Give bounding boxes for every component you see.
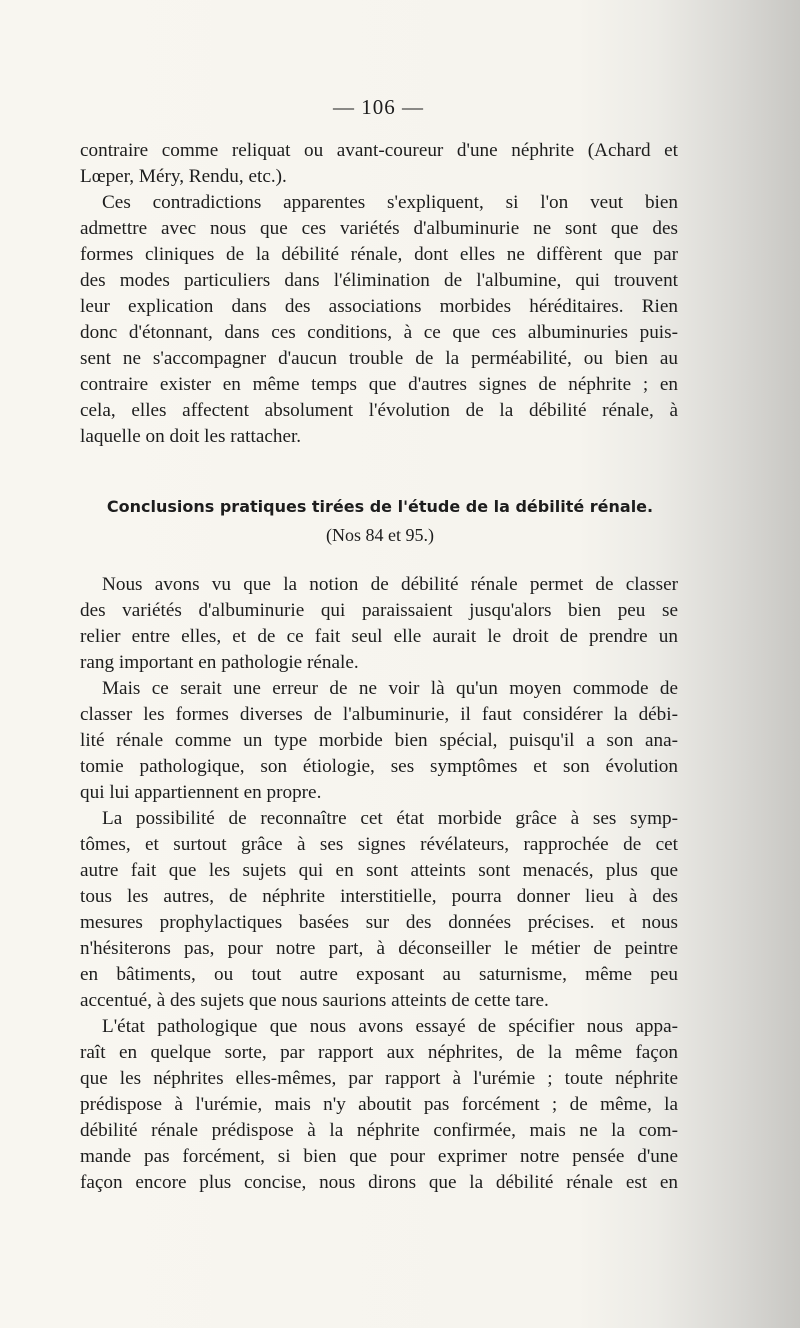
text-line: laquelle on doit les rattacher. bbox=[80, 426, 302, 447]
text-line: contraire exister en même temps que d'autres signes de néphrite ; en bbox=[80, 374, 678, 395]
text-line: Ces contradictions apparentes s'expliquent, si l'on veut bien bbox=[102, 192, 678, 213]
text-line: rang important en pathologie rénale. bbox=[80, 652, 359, 673]
text-line: cela, elles affectent absolument l'évolution de la débilité rénale, à bbox=[80, 400, 678, 421]
text-line: des modes particuliers dans l'élimination de l'albumine, qui trouvent bbox=[80, 270, 678, 291]
text-line: donc d'étonnant, dans ces conditions, à ce que ces albuminuries puis- bbox=[80, 322, 678, 343]
text-line: Lœper, Méry, Rendu, etc.). bbox=[80, 166, 287, 187]
text-line: sent ne s'accompagner d'aucun trouble de la perméabilité, ou bien au bbox=[80, 348, 678, 369]
text-line: lité rénale comme un type morbide bien spécial, puisqu'il a son ana- bbox=[80, 730, 678, 751]
text-line: que les néphrites elles-mêmes, par rapport à l'urémie ; toute néphrite bbox=[80, 1068, 678, 1089]
text-line: leur explication dans des associations morbides héréditaires. Rien bbox=[80, 296, 678, 317]
text-line: classer les formes diverses de l'albuminurie, il faut considérer la débi- bbox=[80, 704, 678, 725]
text-line: relier entre elles, et de ce fait seul elle aurait le droit de prendre un bbox=[80, 626, 678, 647]
text-line: L'état pathologique que nous avons essayé de spécifier nous appa- bbox=[102, 1016, 678, 1037]
text-line: autre fait que les sujets qui en sont atteints sont menacés, plus que bbox=[80, 860, 678, 881]
text-line: raît en quelque sorte, par rapport aux néphrites, de la même façon bbox=[80, 1042, 678, 1063]
section-reference: (Nos 84 et 95.) bbox=[326, 525, 434, 545]
text-line: façon encore plus concise, nous dirons que la débilité rénale est en bbox=[80, 1172, 678, 1193]
text-line: débilité rénale prédispose à la néphrite confirmée, mais ne la com- bbox=[80, 1120, 678, 1141]
text-line: contraire comme reliquat ou avant-coureur d'une néphrite (Achard et bbox=[80, 140, 678, 161]
text-line: tous les autres, de néphrite interstitielle, pourra donner lieu à des bbox=[80, 886, 678, 907]
text-line: en bâtiments, ou tout autre exposant au saturnisme, même peu bbox=[80, 964, 678, 985]
text-line: accentué, à des sujets que nous saurions atteints de cette tare. bbox=[80, 990, 549, 1011]
text-line: La possibilité de reconnaître cet état morbide grâce à ses symp- bbox=[102, 808, 678, 829]
text-line: admettre avec nous que ces variétés d'albuminurie ne sont que des bbox=[80, 218, 678, 239]
text-line: qui lui appartiennent en propre. bbox=[80, 782, 322, 803]
text-line: tomie pathologique, son étiologie, ses symptômes et son évolution bbox=[80, 756, 678, 777]
text-line: Mais ce serait une erreur de ne voir là qu'un moyen commode de bbox=[102, 678, 678, 699]
text-line: Nous avons vu que la notion de débilité rénale permet de classer bbox=[102, 574, 678, 595]
text-line: mande pas forcément, si bien que pour exprimer notre pensée d'une bbox=[80, 1146, 678, 1167]
page-number: — 106 — bbox=[333, 95, 424, 119]
text-line: tômes, et surtout grâce à ses signes révélateurs, rapprochée de cet bbox=[80, 834, 678, 855]
text-line: prédispose à l'urémie, mais n'y aboutit pas forcément ; de même, la bbox=[80, 1094, 678, 1115]
text-line: n'hésiterons pas, pour notre part, à déconseiller le métier de peintre bbox=[80, 938, 678, 959]
text-line: formes cliniques de la débilité rénale, dont elles ne diffèrent que par bbox=[80, 244, 678, 265]
text-line: mesures prophylactiques basées sur des données précises. et nous bbox=[80, 912, 678, 933]
section-title: Conclusions pratiques tirées de l'étude de la débilité rénale. bbox=[106, 497, 654, 516]
text-line: des variétés d'albuminurie qui paraissaient jusqu'alors bien peu se bbox=[80, 600, 678, 621]
